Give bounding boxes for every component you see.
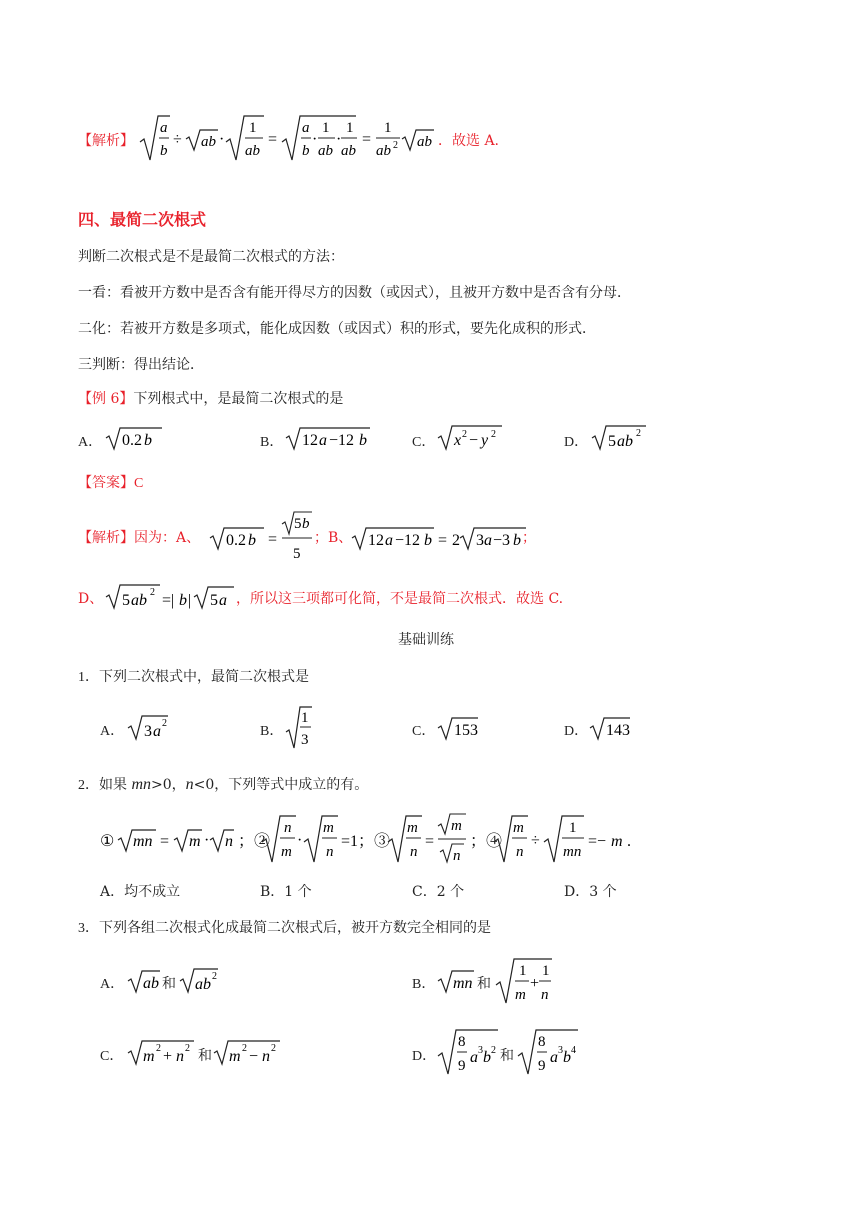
ex6-jiexi-sep1: ；B、 [314,530,353,546]
q1-option-d-label: D． [564,724,589,739]
q1-option-a-label: A． [100,724,125,739]
q3-option-d-and: 和 [500,1048,514,1064]
svg-text:n: n [225,833,233,850]
svg-text:ab: ab [201,134,216,150]
ex6-option-d-label: D． [564,435,589,450]
svg-text:m: m [451,818,462,834]
svg-text:÷: ÷ [173,131,182,148]
svg-text:2: 2 [162,718,167,729]
svg-text:=: = [160,833,170,850]
svg-text:.: . [627,833,631,850]
svg-text:143: 143 [606,722,630,739]
jiexi-line-1 [78,130,134,150]
svg-text:ab: ab [245,143,260,159]
q3-option-b-label: B． [412,977,436,992]
svg-text:n: n [541,987,549,1003]
svg-text:2: 2 [462,429,467,440]
ex6-option-b-formula [284,424,374,452]
svg-text:4: 4 [571,1045,576,1056]
q3-option-a-formula-2 [178,965,220,995]
svg-text:5: 5 [294,516,302,532]
svg-text:n: n [326,844,334,860]
jiexi-tail-1: ．故选 A. [438,133,500,149]
svg-text:9: 9 [538,1058,546,1074]
q1-option-c-label: C． [412,724,436,739]
svg-text:2: 2 [271,1043,276,1054]
svg-text:a: a [385,532,393,549]
svg-text:−12: −12 [329,432,355,449]
svg-text:b: b [144,432,152,449]
svg-text:=: = [425,833,435,850]
q1-option-d-formula [588,714,632,742]
q3-option-b-formula-1 [436,967,476,995]
method-step-1: 一看：看被开方数中是否含有能开得尽方的因数（或因式），且被开方数中是否含有分母． [78,285,631,301]
svg-text:153: 153 [454,722,478,739]
svg-text:b: b [248,532,256,549]
q3-option-c-and: 和 [198,1048,212,1064]
svg-text:·: · [336,131,342,148]
svg-text:=1；③: =1；③ [341,833,391,850]
svg-text:a: a [302,120,310,136]
svg-text:1: 1 [519,963,527,979]
svg-text:=: = [438,532,448,549]
svg-text:a: a [319,432,327,449]
svg-text:n: n [410,844,418,860]
svg-text:m: m [407,820,418,836]
svg-text:y: y [481,432,489,449]
svg-text:a: a [550,1049,558,1066]
svg-text:1: 1 [301,710,309,726]
svg-text:a: a [484,532,492,549]
svg-text:m: m [143,1048,155,1065]
svg-text:3: 3 [478,1045,483,1056]
ex6-option-d-formula [590,422,650,452]
method-intro: 判断二次根式是不是最简二次根式的方法： [78,249,344,265]
svg-text:m: m [281,844,292,860]
method-step-3: 三判断：得出结论． [78,357,204,373]
svg-text:b: b [483,1049,491,1066]
svg-text:ab: ab [617,433,633,450]
svg-text:2: 2 [491,1045,496,1056]
ex6-jiexi-formula-a [208,510,312,566]
answer-value: C [134,476,144,491]
ex6-jiexi-formula-d [104,581,236,611]
q1-option-b-label: B． [260,724,284,739]
q1-text: 下列二次根式中，最简二次根式是 [99,669,309,685]
q2-option-d: D．3 个 [564,884,617,900]
svg-text:ab: ab [131,592,147,609]
q3-option-d-label: D． [412,1049,437,1064]
svg-text:m: m [189,833,201,850]
ex6-option-a-label: A． [78,435,103,450]
svg-text:ab: ab [318,143,333,159]
svg-text:0.2: 0.2 [122,432,142,449]
example-6-question [78,388,343,408]
q1-option-b-formula [284,704,314,752]
svg-text:2: 2 [150,587,155,598]
svg-text:3: 3 [301,732,309,748]
ex6-option-b-label: B． [260,435,284,450]
svg-text:n: n [516,844,524,860]
q1-option-c-formula [436,714,480,742]
svg-text:2: 2 [636,428,641,439]
svg-text:a: a [153,723,161,740]
svg-text:·: · [204,832,210,849]
q3-option-c-label: C． [100,1049,124,1064]
svg-text:5: 5 [293,546,301,562]
svg-text:b: b [563,1049,571,1066]
svg-text:m: m [515,987,526,1003]
svg-text:ab: ab [417,134,432,150]
svg-text:mn: mn [133,833,153,850]
svg-text:b: b [359,432,367,449]
svg-text:·: · [312,131,318,148]
ex6-jiexi-line2-prefix: D、 [78,591,104,607]
svg-text:2: 2 [212,971,217,982]
example-6-answer [78,472,143,492]
svg-text:ab: ab [341,143,356,159]
ex6-jiexi-line2-tail: ，所以这三项都可化简，不是最简二次根式．故选 C. [236,591,564,607]
svg-text:=−: =− [588,833,607,850]
svg-text:3: 3 [558,1045,563,1056]
q2-option-b: B．1 个 [260,884,312,900]
svg-text:2: 2 [185,1043,190,1054]
q2-text-mid: >0， [151,777,186,793]
q2-option-c: C．2 个 [412,884,465,900]
q2-text-prefix: 如果 [99,777,132,793]
q3-option-c-formula-1 [126,1037,196,1067]
svg-text:1: 1 [346,120,354,136]
svg-text:1: 1 [322,120,330,136]
q3-option-a-and: 和 [162,976,176,992]
svg-text:5: 5 [210,592,218,609]
svg-text:3: 3 [144,723,152,740]
q3-number: 3． [78,921,99,936]
svg-text:m: m [229,1048,241,1065]
svg-text:m: m [611,833,623,850]
svg-text:b: b [302,516,310,532]
svg-text:2: 2 [242,1043,247,1054]
q2-number: 2． [78,778,99,793]
q3-text: 下列各组二次根式化成最简二次根式后，被开方数完全相同的是 [99,920,491,936]
svg-text:1: 1 [542,963,550,979]
ex6-option-a-formula [104,424,164,452]
ex6-jiexi-label: 【解析】 [78,530,134,546]
svg-text:·: · [219,131,225,148]
formula-division-sqrt [138,112,438,168]
svg-text:ab: ab [143,975,159,992]
ex6-jiexi-formula-b [350,524,530,552]
svg-text:b: b [179,592,187,609]
answer-label: 【答案】 [78,475,134,491]
svg-text:；④: ；④ [470,833,503,850]
svg-text:1: 1 [569,820,577,836]
svg-text:ab: ab [195,976,211,993]
ex6-jiexi-prefix [78,527,200,547]
q1-stem [78,666,309,686]
svg-text:n: n [262,1048,270,1065]
svg-text:=: = [268,531,278,548]
method-step-2: 二化：若被开方数是多项式，能化成因数（或因式）积的形式，要先化成积的形式． [78,321,596,337]
svg-text:1: 1 [249,120,257,136]
svg-text:12: 12 [368,532,384,549]
svg-text:=: = [268,131,278,148]
svg-text:b: b [302,143,310,159]
q3-stem [78,917,491,937]
svg-text:m: m [323,820,334,836]
svg-text:1: 1 [384,120,392,136]
svg-text:①: ① [100,833,115,850]
svg-text:b: b [513,532,521,549]
ex6-option-c-formula [436,422,506,452]
svg-text:2: 2 [491,429,496,440]
q3-option-a-formula-1 [126,967,162,995]
svg-text:mn: mn [563,844,582,860]
svg-text:；②: ；② [238,833,271,850]
svg-text:−3: −3 [493,532,511,549]
q3-option-d-formula-2 [516,1026,580,1078]
svg-text:5: 5 [608,433,616,450]
q3-option-d-formula-1 [436,1026,500,1078]
svg-text:3: 3 [476,532,484,549]
svg-text:ab: ab [376,143,391,159]
q2-text-mid2: <0，下列等式中成立的有。 [193,777,369,793]
svg-text:−12: −12 [395,532,421,549]
svg-text:8: 8 [458,1034,466,1050]
svg-text:b: b [160,143,168,159]
svg-text:2: 2 [452,532,460,549]
svg-text:·: · [297,832,303,849]
svg-text:|: | [188,592,192,609]
section-title: 四、最简二次根式 [78,210,207,229]
q2-stem [78,774,368,794]
svg-text:+: + [163,1048,173,1065]
svg-text:=: = [362,131,372,148]
svg-text:m: m [513,820,524,836]
svg-text:a: a [219,592,227,609]
ex6-option-c-label: C． [412,435,436,450]
svg-text:b: b [424,532,432,549]
q1-option-a-formula [126,712,172,742]
q2-statements-formula [100,812,640,868]
ex6-jiexi-text1: 因为：A、 [134,530,201,546]
svg-text:n: n [284,820,292,836]
example-label: 【例 6】 [78,391,134,407]
q1-number: 1． [78,670,99,685]
svg-text:5: 5 [122,592,130,609]
ex6-jiexi-sep2: ； [522,530,536,546]
training-title: 基础训练 [398,632,454,648]
q3-option-b-formula-2 [494,955,554,1007]
svg-text:2: 2 [393,140,398,151]
q3-option-a-label: A． [100,977,125,992]
q2-option-a: A．均不成立 [100,884,181,900]
svg-text:+: + [530,975,540,992]
svg-text:12: 12 [302,432,318,449]
svg-text:8: 8 [538,1034,546,1050]
svg-text:−: − [469,432,479,449]
svg-text:÷: ÷ [531,832,540,849]
svg-text:mn: mn [453,975,473,992]
example-question-text: 下列根式中，是最简二次根式的是 [133,391,344,407]
svg-text:9: 9 [458,1058,466,1074]
svg-text:−: − [249,1048,259,1065]
svg-text:=|: =| [162,592,175,609]
svg-text:2: 2 [156,1043,161,1054]
svg-text:x: x [454,432,462,449]
q3-option-b-and: 和 [477,976,491,992]
svg-text:0.2: 0.2 [226,532,246,549]
q2-var-mn: mn [131,776,152,793]
q3-option-c-formula-2 [212,1037,282,1067]
jiexi-label: 【解析】 [78,133,134,149]
svg-text:a: a [470,1049,478,1066]
q2-var-n: n [185,776,194,793]
svg-text:a: a [160,120,168,136]
svg-text:n: n [176,1048,184,1065]
svg-text:n: n [453,848,461,864]
